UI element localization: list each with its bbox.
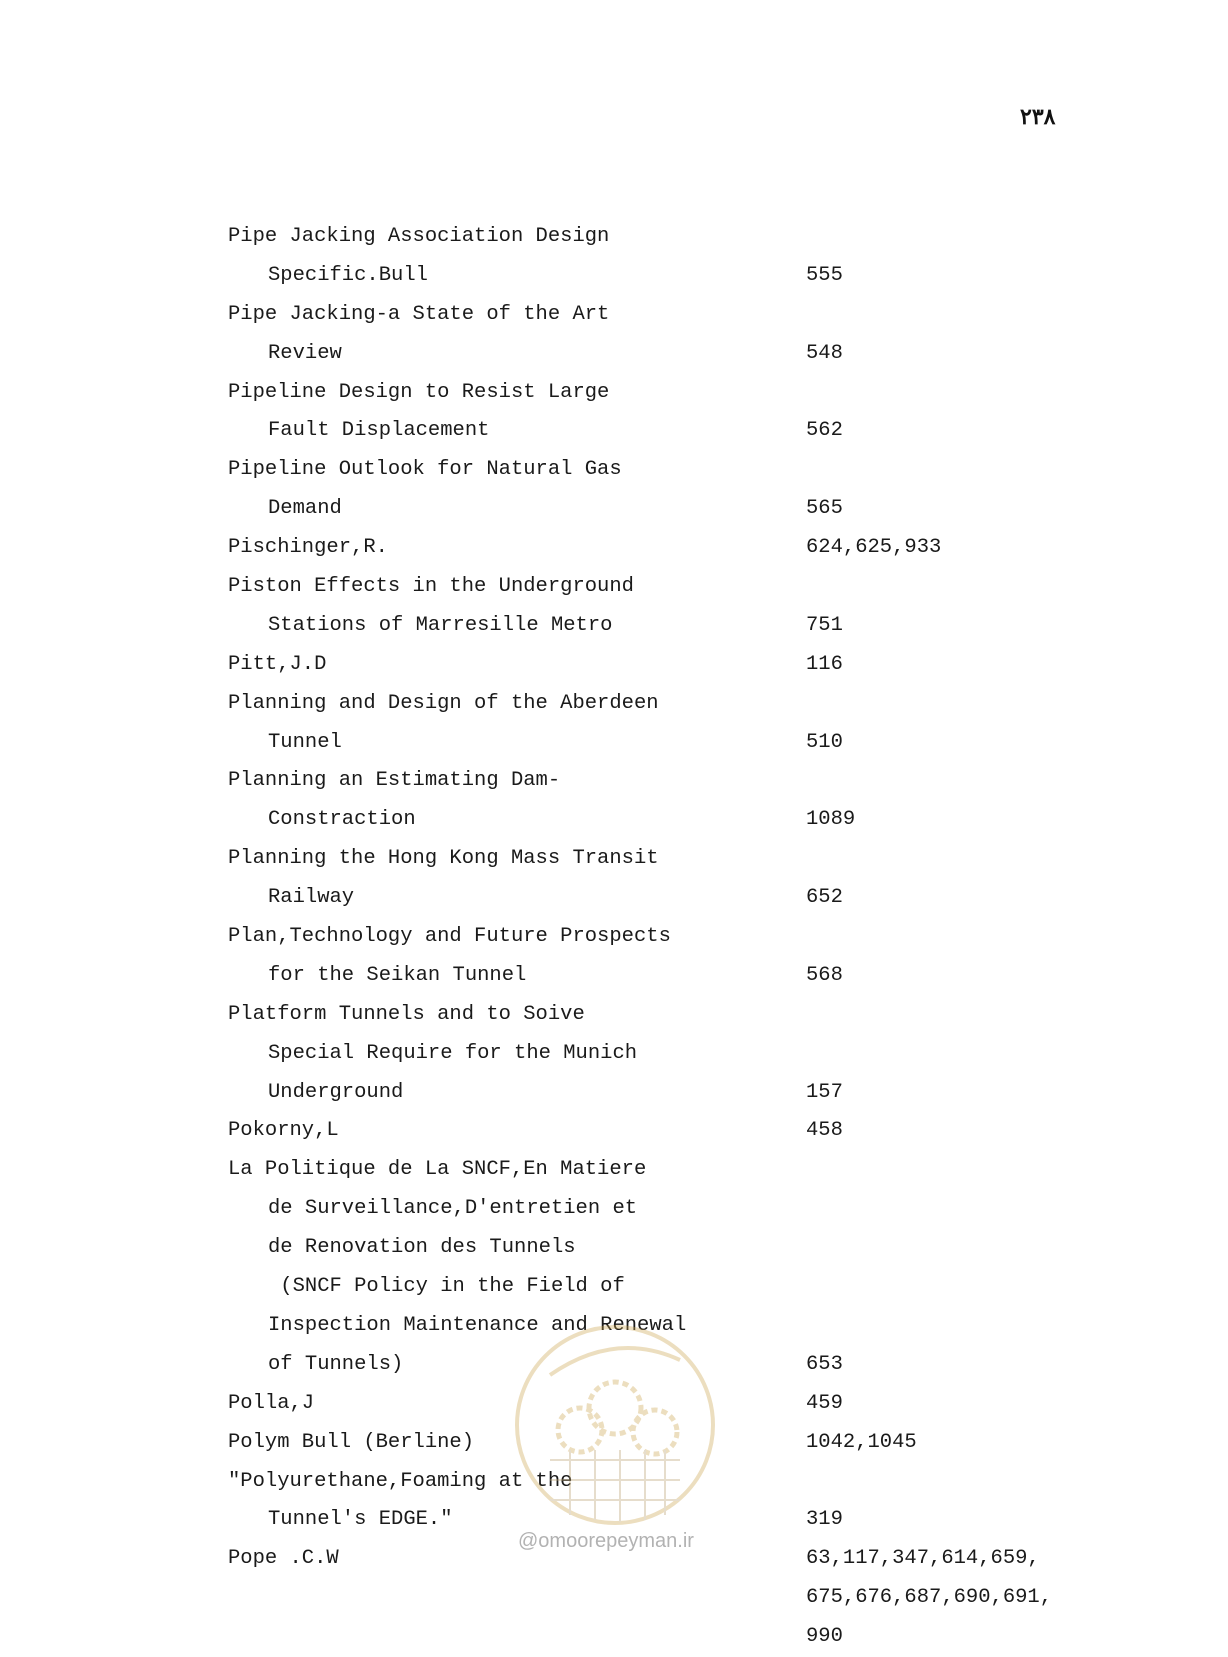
index-entry-line	[228, 1151, 1108, 1190]
entry-page-numbers: 548	[806, 341, 843, 365]
entry-title: "Polyurethane,Foaming at the	[228, 1469, 573, 1493]
entry-title: Review	[268, 341, 342, 365]
entry-title: Pope .C.W	[228, 1547, 339, 1571]
entry-page-numbers: 624,625,933	[806, 536, 942, 560]
entry-title: Demand	[268, 497, 342, 521]
entry-title: Pipe Jacking Association Design	[228, 225, 610, 248]
entry-page-numbers: 652	[806, 886, 843, 910]
entry-title: La Politique de La SNCF,En Matiere	[228, 1158, 647, 1182]
entry-page-numbers: 751	[806, 613, 843, 637]
entry-title: Polla,J	[228, 1391, 315, 1415]
entry-title: Platform Tunnels and to Soive	[228, 1002, 585, 1026]
entry-title: de Surveillance,D'entretien et	[268, 1197, 638, 1221]
entry-title: (SNCF Policy in the Field of	[268, 1275, 625, 1299]
entry-page-numbers: 1042,1045	[806, 1430, 917, 1454]
index-entry-line	[228, 1463, 1108, 1502]
index-list	[228, 218, 1108, 1657]
entry-page-numbers: 653	[806, 1352, 843, 1376]
entry-title: Fault Displacement	[268, 419, 490, 443]
entry-page-numbers: 990	[806, 1625, 843, 1649]
entry-page-numbers: 63,117,347,614,659,	[806, 1547, 1040, 1571]
index-entry-line	[228, 762, 1108, 801]
entry-title: Pipeline Outlook for Natural Gas	[228, 458, 622, 482]
entry-title: Tunnel's EDGE."	[268, 1508, 453, 1532]
entry-title: Pischinger,R.	[228, 536, 388, 560]
entry-page-numbers: 116	[806, 652, 843, 676]
entry-title: Underground	[268, 1080, 404, 1104]
entry-title: Stations of Marresille Metro	[268, 613, 613, 637]
index-entry-line	[228, 1385, 1108, 1424]
index-entry-line	[228, 1190, 1108, 1229]
index-entry-line	[228, 412, 1108, 451]
index-entry-line	[228, 451, 1108, 490]
entry-title: Pipeline Design to Resist Large	[228, 380, 610, 404]
entry-title: Railway	[268, 886, 355, 910]
index-entry-line	[228, 957, 1108, 996]
index-entry-line	[228, 335, 1108, 374]
page-number: ۲۳۸	[1020, 104, 1056, 130]
entry-title: Piston Effects in the Underground	[228, 575, 634, 599]
entry-page-numbers: 562	[806, 419, 843, 443]
entry-title: Special Require for the Munich	[268, 1041, 638, 1065]
entry-page-numbers: 510	[806, 730, 843, 754]
index-entry-line	[228, 1618, 1108, 1657]
index-entry-line	[228, 257, 1108, 296]
index-entry-line	[228, 1424, 1108, 1463]
entry-title: Planning an Estimating Dam-	[228, 769, 561, 793]
entry-title: Specific.Bull	[268, 263, 428, 287]
index-entry-line	[228, 646, 1108, 685]
index-entry-line	[228, 1229, 1108, 1268]
index-entry-line	[228, 1307, 1108, 1346]
index-entry-line	[228, 529, 1108, 568]
entry-page-numbers: 319	[806, 1508, 843, 1532]
index-entry-line	[228, 685, 1108, 724]
entry-page-numbers: 568	[806, 963, 843, 987]
entry-title: Pokorny,L	[228, 1119, 339, 1143]
index-entry-line	[228, 1579, 1108, 1618]
index-entry-line	[228, 918, 1108, 957]
index-entry-line	[228, 1074, 1108, 1113]
entry-title: Planning the Hong Kong Mass Transit	[228, 847, 659, 871]
index-entry-line	[228, 724, 1108, 763]
index-entry-line	[228, 801, 1108, 840]
index-entry-line	[228, 374, 1108, 413]
index-entry-line	[228, 1035, 1108, 1074]
entry-title: Inspection Maintenance and Renewal	[268, 1313, 687, 1337]
entry-page-numbers: 157	[806, 1080, 843, 1104]
entry-page-numbers: 459	[806, 1391, 843, 1415]
index-entry-line	[228, 1268, 1108, 1307]
entry-page-numbers: 565	[806, 497, 843, 521]
entry-page-numbers: 675,676,687,690,691,	[806, 1586, 1053, 1610]
index-entry-line	[228, 490, 1108, 529]
entry-title: de Renovation des Tunnels	[268, 1236, 576, 1260]
index-entry-line	[228, 840, 1108, 879]
entry-page-numbers: 458	[806, 1119, 843, 1143]
index-entry-line	[228, 996, 1108, 1035]
entry-title: Constraction	[268, 808, 416, 832]
entry-title: Polym Bull (Berline)	[228, 1430, 475, 1454]
entry-page-numbers: 555	[806, 263, 843, 287]
index-entry-line	[228, 568, 1108, 607]
index-entry-line	[228, 879, 1108, 918]
entry-title: Pipe Jacking-a State of the Art	[228, 302, 610, 326]
entry-title: Plan,Technology and Future Prospects	[228, 925, 671, 949]
index-entry-line	[228, 296, 1108, 335]
entry-page-numbers: 1089	[806, 808, 856, 832]
index-entry-line	[228, 218, 1108, 257]
watermark-site-text: @omoorepeyman.ir	[518, 1530, 694, 1552]
index-entry-line	[228, 607, 1108, 646]
index-entry-line	[228, 1346, 1108, 1385]
entry-title: of Tunnels)	[268, 1352, 404, 1376]
index-entry-line	[228, 1112, 1108, 1151]
entry-title: Pitt,J.D	[228, 652, 327, 676]
entry-title: Planning and Design of the Aberdeen	[228, 691, 659, 715]
entry-title: for the Seikan Tunnel	[268, 963, 527, 987]
entry-title: Tunnel	[268, 730, 342, 754]
